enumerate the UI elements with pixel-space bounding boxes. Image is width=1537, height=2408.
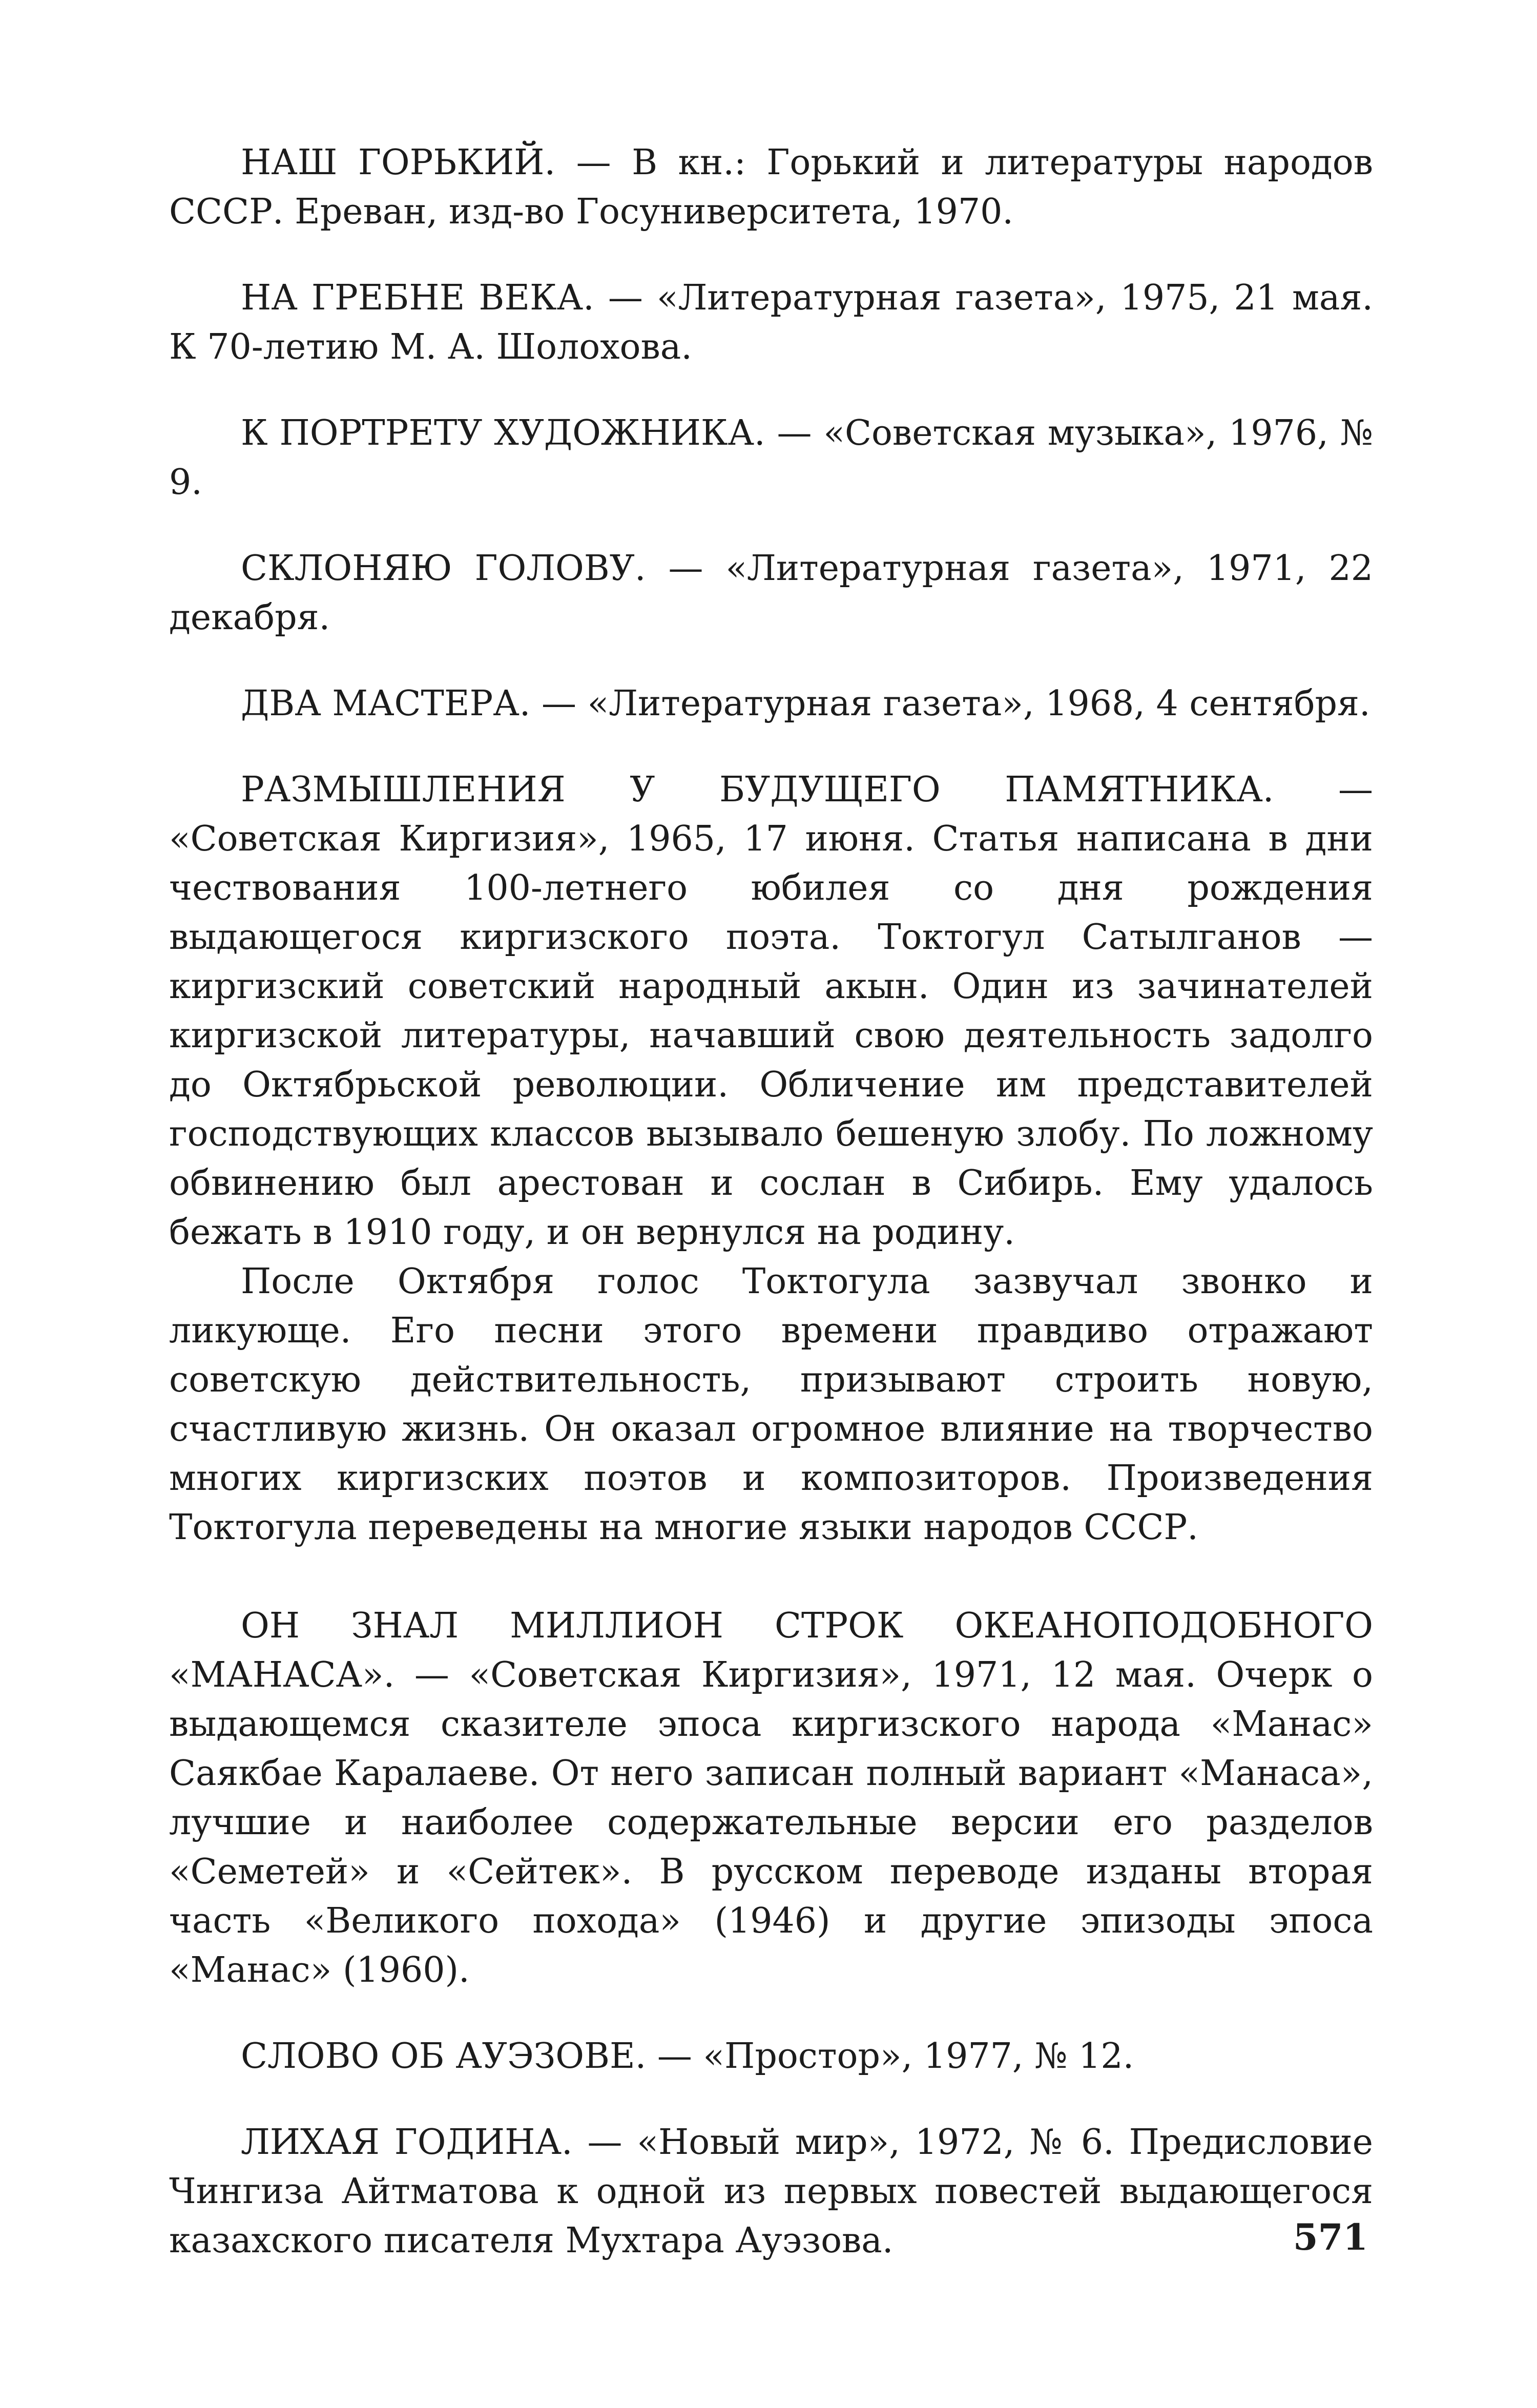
entry-paragraph: РАЗМЫШЛЕНИЯ У БУДУЩЕГО ПАМЯТНИКА. — «Советская Киргизия», 1965, 17 июня. Статья написана в дни чествования 100-летнего юбилея со дня рождения выдающегося киргизского поэта. Токтогул Сатылганов — киргизский советский народный акын. Один из зачинателей киргизской литературы, начавший свою деятельность задолго до Октябрьской революции. Обличение им представителей господствующих классов вызывало бешеную злобу. По ложному обвинению был арестован и сослан в Сибирь. Ему удалось бежать в 1910 году, и он вернулся на родину. bbox=[169, 770, 1373, 1253]
bibliography-entry-likhaya-godina bbox=[169, 2118, 1373, 2266]
bibliography-entry-on-znal-million-strok bbox=[169, 1602, 1373, 1995]
bibliography-entry-razmyshleniya bbox=[169, 765, 1373, 1552]
bibliography-entry-k-portretu-khudozhnika bbox=[169, 409, 1373, 507]
entry-paragraph: ОН ЗНАЛ МИЛЛИОН СТРОК ОКЕАНОПОДОБНОГО «МАНАСА». — «Советская Киргизия», 1971, 12 мая. Очерк о выдающемся сказителе эпоса киргизского народа «Манас» Саякбае Каралаеве. От него записан полный вариант «Манаса», лучшие и наиболее содержательные версии его разделов «Семетей» и «Сейтек». В русском переводе изданы вторая часть «Великого похода» (1946) и другие эпизоды эпоса «Манас» (1960). bbox=[169, 1606, 1373, 1990]
entry-paragraph: ДВА МАСТЕРА. — «Литературная газета», 1968, 4 сентября. bbox=[241, 683, 1370, 724]
entry-paragraph: ЛИХАЯ ГОДИНА. — «Новый мир», 1972, № 6. Предисловие Чингиза Айтматова к одной из первых повестей выдающегося казахского писателя Мухтара Ауэзова. bbox=[169, 2122, 1373, 2261]
page-number: 571 bbox=[1293, 2216, 1368, 2258]
bibliography-entry-slovo-ob-auezove bbox=[169, 2032, 1373, 2081]
entry-paragraph: НАШ ГОРЬКИЙ. — В кн.: Горький и литературы народов СССР. Ереван, изд-во Госуниверситета, 1970. bbox=[169, 142, 1373, 232]
bibliography-entry-na-grebne-veka bbox=[169, 274, 1373, 372]
entry-paragraph: После Октября голос Токтогула зазвучал звонко и ликующе. Его песни этого времени правдиво отражают советскую действительность, призывают строить новую, счастливую жизнь. Он оказал огромное влияние на творчество многих киргизских поэтов и композиторов. Произведения Токтогула переведены на многие языки народов СССР. bbox=[169, 1261, 1373, 1548]
entry-paragraph: СКЛОНЯЮ ГОЛОВУ. — «Литературная газета», 1971, 22 декабря. bbox=[169, 548, 1373, 638]
bibliography-entry-nash-gorky bbox=[169, 138, 1373, 237]
entry-paragraph: НА ГРЕБНЕ ВЕКА. — «Литературная газета», 1975, 21 мая. К 70-летию М. А. Шолохова. bbox=[169, 278, 1373, 367]
document-page bbox=[169, 138, 1373, 2302]
entry-paragraph: К ПОРТРЕТУ ХУДОЖНИКА. — «Советская музыка», 1976, № 9. bbox=[169, 413, 1373, 503]
bibliography-entry-sklonyayu-golovu bbox=[169, 544, 1373, 642]
entry-paragraph: СЛОВО ОБ АУЭЗОВЕ. — «Простор», 1977, № 12. bbox=[241, 2036, 1134, 2077]
bibliography-entry-dva-mastera bbox=[169, 679, 1373, 729]
